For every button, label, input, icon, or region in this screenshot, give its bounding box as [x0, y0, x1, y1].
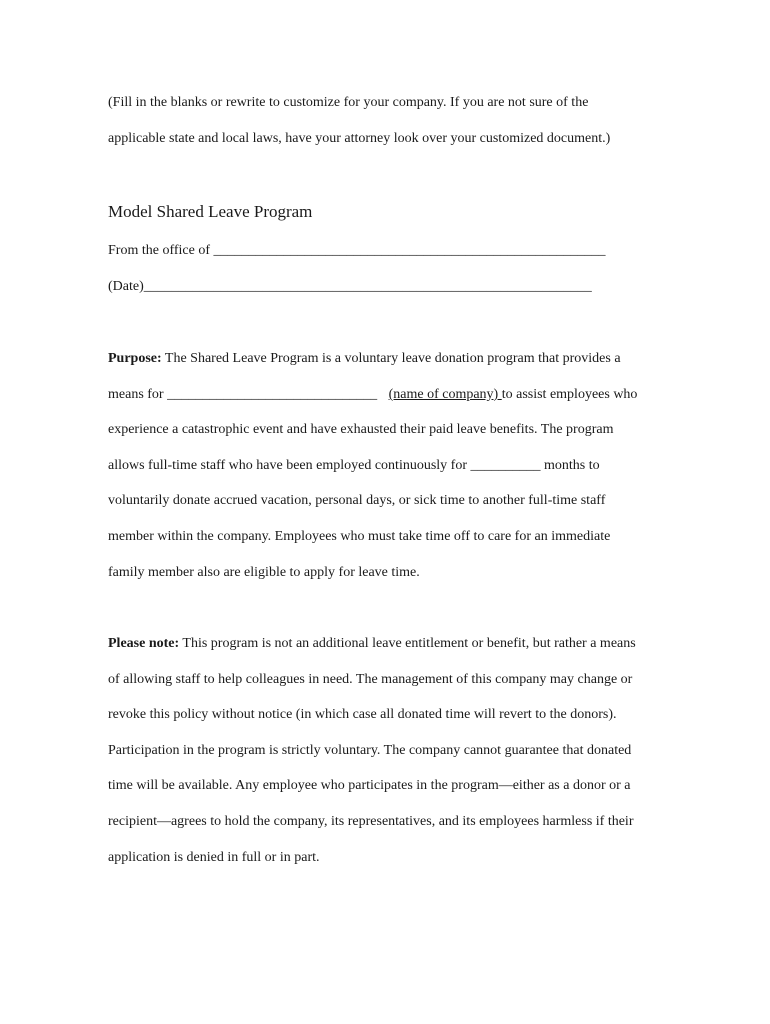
purpose-line-1	[108, 350, 621, 368]
purpose-line-6: member within the company. Employees who must take time off to care for an immediate	[108, 529, 611, 544]
purpose-line-5: voluntarily donate accrued vacation, personal days, or sick time to another full-time staff	[108, 493, 606, 508]
note-line-3: revoke this policy without notice (in which case all donated time will revert to the donors).	[108, 707, 617, 722]
intro-line-1: (Fill in the blanks or rewrite to customize for your company. If you are not sure of the	[108, 95, 589, 110]
note-line-2: of allowing staff to help colleagues in need. The management of this company may change or	[108, 672, 633, 687]
company-name-placeholder: (name of company)	[388, 387, 502, 402]
purpose-text-1: The Shared Leave Program is a voluntary leave donation program that provides a	[161, 351, 621, 366]
from-office-line: From the office of ________________________________________________________	[108, 243, 606, 258]
note-label: Please note:	[108, 636, 180, 651]
note-line-4: Participation in the program is strictly voluntary. The company cannot guarantee that donated	[108, 743, 632, 758]
purpose-line-4: allows full-time staff who have been employed continuously for __________ months to	[108, 458, 600, 473]
purpose-text-2c: to assist employees who	[501, 387, 638, 402]
document-title: Model Shared Leave Program	[108, 202, 313, 221]
intro-line-2: applicable state and local laws, have your attorney look over your customized document.)	[108, 131, 611, 146]
purpose-text-2a: means for ______________________________	[108, 387, 381, 402]
note-line-5: time will be available. Any employee who participates in the program—either as a donor or a	[108, 778, 631, 793]
purpose-line-7: family member also are eligible to apply for leave time.	[108, 565, 420, 580]
purpose-label: Purpose:	[108, 351, 162, 366]
note-line-1	[108, 635, 636, 653]
purpose-line-3: experience a catastrophic event and have exhausted their paid leave benefits. The program	[108, 422, 614, 437]
note-line-7: application is denied in full or in part.	[108, 850, 320, 865]
note-line-6: recipient—agrees to hold the company, its representatives, and its employees harmless if their	[108, 814, 634, 829]
purpose-line-2	[108, 386, 637, 404]
note-text-1: This program is not an additional leave entitlement or benefit, but rather a means	[179, 636, 636, 651]
date-line: (Date)________________________________________________________________	[108, 279, 592, 294]
